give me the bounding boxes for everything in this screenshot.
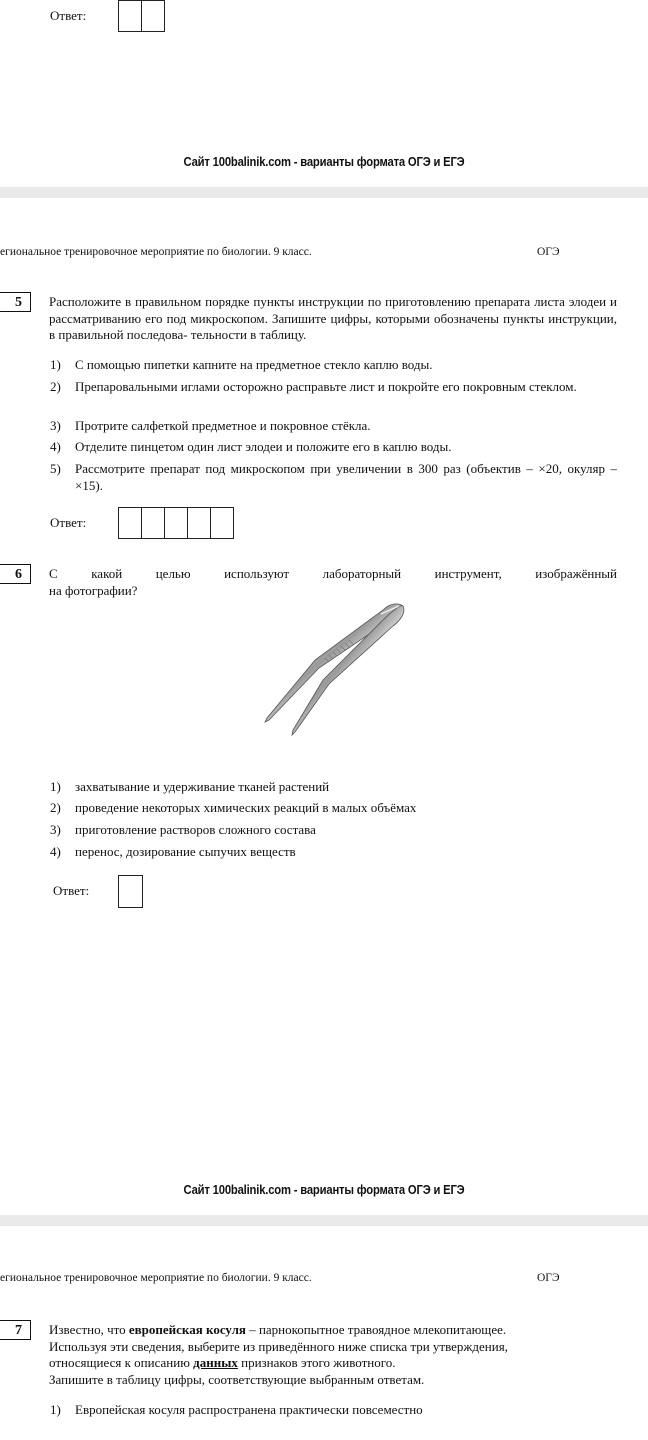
answer-label: Ответ: [50,8,87,23]
word: практически [279,1402,349,1417]
page-header-title: егиональное тренировочное мероприятие по биологии. 9 класс. [0,1272,312,1284]
option-item [50,844,617,861]
answer-cells [118,507,234,539]
answer-cell[interactable] [118,0,142,32]
item-number: 5) [50,461,61,476]
list-item [50,357,617,374]
answer-cells [118,0,165,32]
question-text-line [49,1322,617,1339]
question-number: 5 [0,292,31,312]
question-number: 7 [0,1320,31,1340]
tweezers-icon [255,598,415,740]
question-text: Расположите в правильном порядке пункты инструкции по приготовлению препарата листа элодеи и рассматриванию его под микроскопом. Запишите цифры, которыми обозначены пункты инструкции, в правильной последова- тельности в таблицу. [49,294,617,342]
word: повсеместно [352,1402,423,1417]
item-text: Отделите пинцетом один лист элодеи и положите его в каплю воды. [75,439,452,454]
page-header-title: егиональное тренировочное мероприятие по биологии. 9 класс. [0,246,312,258]
option-item [50,822,617,839]
option-item [50,800,617,817]
text-part: признаков этого животного. [237,1355,396,1370]
item-number: 1) [50,357,61,372]
item-text: Рассмотрите препарат под микроскопом при увеличении в 300 раз (объектив – ×20, окуляр – ×15). [75,461,617,493]
question-text [49,1322,617,1388]
page-header-exam: ОГЭ [537,246,560,258]
word: используют [224,566,290,581]
answer-label: Ответ: [50,515,87,530]
item-text: Протрите салфеткой предметное и покровное стёкла. [75,418,371,433]
question-number: 6 [0,564,31,584]
list-item [50,461,617,494]
answer-cell[interactable] [187,507,211,539]
word: распространена [188,1402,277,1417]
site-banner: Сайт 100balinik.com - варианты формата ОГЭ и ЕГЭ [183,155,465,169]
answer-cell[interactable] [118,507,142,539]
item-text: приготовление растворов сложного состава [75,822,316,837]
item-number: 3) [50,822,61,837]
word: целью [155,566,191,581]
item-text: Препаровальными иглами осторожно расправьте лист и покройте его покровным стеклом. [75,379,577,394]
list-item [50,1402,617,1419]
word: лабораторный [322,566,402,581]
item-number: 2) [50,379,61,394]
item-number: 4) [50,439,61,454]
page-header-exam: ОГЭ [537,1272,560,1284]
item-number: 2) [50,800,61,815]
site-banner: Сайт 100balinik.com - варианты формата ОГЭ и ЕГЭ [183,1183,465,1197]
list-item [50,439,617,456]
answer-label: Ответ: [53,883,90,898]
item-number: 3) [50,418,61,433]
word: какой [91,566,123,581]
word: изображённый [535,566,617,581]
answer-cell[interactable] [164,507,188,539]
page-separator [0,1215,648,1226]
emphasis-word: данных [193,1355,238,1370]
item-text: проведение некоторых химических реакций в малых объёмах [75,800,417,815]
item-text: перенос, дозирование сыпучих веществ [75,844,296,859]
item-number: 1) [50,779,61,794]
word: Европейская [75,1402,146,1417]
answer-cell[interactable] [210,507,234,539]
question-text-line [49,1355,617,1372]
text-part: Известно, что [49,1322,129,1337]
list-item [50,418,617,435]
item-text: захватывание и удерживание тканей растений [75,779,330,794]
question-text-line: Запишите в таблицу цифры, соответствующие выбранным ответам. [49,1371,425,1387]
text-part: – парнокопытное травоядное млекопитающее. [245,1322,507,1337]
text-part: относящиеся к описанию [49,1355,194,1370]
question-text-line: Используя эти сведения, выберите из приведённого ниже списка три утверждения, [49,1338,508,1354]
list-item [50,379,617,396]
page-separator [0,187,648,198]
answer-cell[interactable] [118,875,143,908]
species-name: европейская косуля [128,1322,246,1337]
word: С [49,566,58,581]
word: инструмент, [434,566,502,581]
answer-cell[interactable] [141,0,165,32]
question-text-line [49,566,617,583]
question-text-line: на фотографии? [49,583,138,598]
item-number: 1) [50,1402,61,1417]
option-item [50,779,617,796]
item-text [75,1402,617,1419]
answer-cell[interactable] [141,507,165,539]
item-number: 4) [50,844,61,859]
item-text: С помощью пипетки капните на предметное стекло каплю воды. [75,357,433,372]
word: косуля [148,1402,186,1417]
